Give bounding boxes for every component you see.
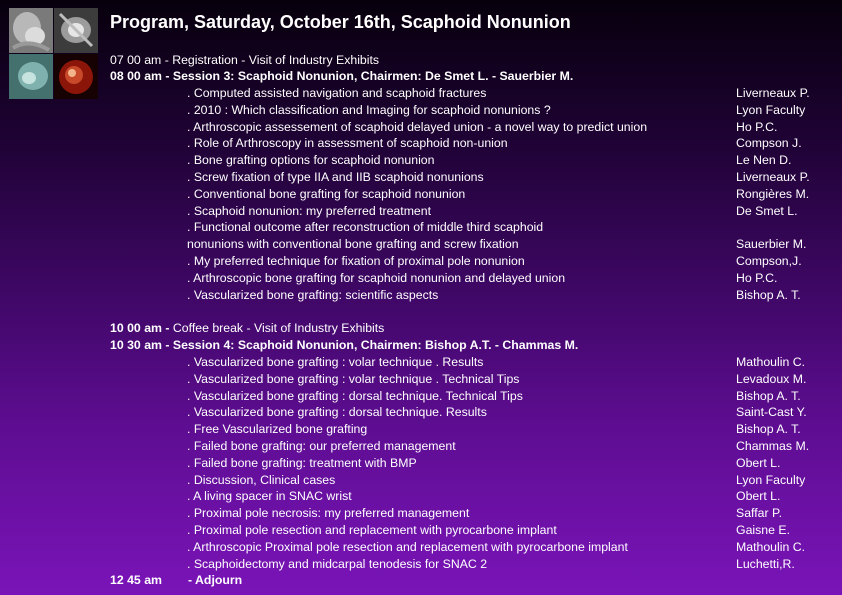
agenda-item-speaker: Ho P.C.: [736, 270, 778, 285]
agenda-item-speaker: Saffar P.: [736, 506, 783, 521]
agenda-item-title: . Discussion, Clinical cases: [187, 472, 336, 487]
agenda-item-speaker: Obert L.: [736, 455, 781, 470]
xray-image-1: [9, 8, 53, 53]
agenda-item-title: . Scaphoidectomy and midcarpal tenodesis for SNAC 2: [187, 556, 488, 571]
agenda-item-speaker: Gaisne E.: [736, 523, 790, 537]
agenda-item-speaker: Lyon Faculty: [736, 102, 806, 117]
agenda-item-title: . A living spacer in SNAC wrist: [187, 489, 352, 504]
agenda-item-speaker: Luchetti,R.: [736, 556, 795, 571]
agenda-item-title: . Vascularized bone grafting : dorsal technique. Technical Tips: [187, 388, 523, 403]
agenda-item-speaker: Levadoux M.: [736, 371, 807, 386]
arthroscopy-image: [54, 54, 98, 99]
agenda-item-title: . Vascularized bone grafting : dorsal technique. Results: [187, 405, 487, 420]
session-3-heading: [110, 68, 573, 84]
agenda-item-title: . Vascularized bone grafting : volar technique . Technical Tips: [187, 371, 520, 386]
agenda-item-speaker: Rongières M.: [736, 186, 810, 201]
page-title: Program, Saturday, October 16th, Scaphoid Nonunion: [110, 12, 571, 32]
agenda-item-title: . Scaphoid nonunion: my preferred treatment: [187, 203, 432, 218]
agenda-item-title: . Conventional bone grafting for scaphoid nonunion: [187, 186, 466, 201]
adjourn-text: - Adjourn: [188, 573, 243, 587]
agenda-item-speaker: Ho P.C.: [736, 119, 778, 134]
agenda-item-speaker: Chammas M.: [736, 439, 810, 453]
coffee-break-time: 10 00 am -: [110, 321, 170, 335]
registration-line: [110, 52, 379, 68]
coffee-break-text: Coffee break - Visit of Industry Exhibits: [169, 321, 385, 335]
session-3-heading-text: 08 00 am - Session 3: Scaphoid Nonunion, Chairmen: De Smet L. - Sauerbier M.: [110, 69, 574, 83]
agenda-item-title: . Vascularized bone grafting : volar technique . Results: [187, 355, 484, 369]
agenda-item-speaker: Sauerbier M.: [736, 237, 807, 252]
agenda-item-speaker: De Smet L.: [736, 203, 798, 218]
agenda-item-title: . 2010 : Which classification and Imaging for scaphoid nonunions ?: [187, 102, 551, 117]
agenda-item-speaker: Bishop A. T.: [736, 287, 801, 302]
agenda-item-title: . Vascularized bone grafting: scientific aspects: [187, 287, 439, 302]
agenda-item-speaker: Mathoulin C.: [736, 539, 806, 554]
agenda-item-title: . Free Vascularized bone grafting: [187, 422, 368, 437]
xray-image-3: [9, 54, 53, 99]
agenda-item-title: . Screw fixation of type IIA and IIB scaphoid nonunions: [187, 170, 484, 184]
coffee-break-line: [110, 320, 384, 336]
agenda-item-speaker: Liverneaux P.: [736, 86, 810, 100]
agenda-item-speaker: Bishop A. T.: [736, 422, 801, 437]
agenda-item-title: . Arthroscopic bone grafting for scaphoid nonunion and delayed union: [187, 270, 566, 285]
xray-image-2: [54, 8, 98, 53]
session-4-heading: [110, 337, 578, 353]
agenda-item-speaker: Bishop A. T.: [736, 388, 801, 403]
registration-time: 07 00 am: [110, 53, 162, 67]
registration-text: - Registration - Visit of Industry Exhibits: [161, 53, 380, 67]
agenda-item-title: . Failed bone grafting: treatment with BMP: [187, 455, 417, 470]
header-image-collage: [9, 8, 98, 100]
agenda-item-title: . My preferred technique for fixation of proximal pole nonunion: [187, 254, 525, 268]
agenda-item-speaker: Obert L.: [736, 489, 781, 504]
agenda-item-speaker: Le Nen D.: [736, 153, 792, 168]
agenda-item-title: . Arthroscopic Proximal pole resection and replacement with pyrocarbone implant: [187, 539, 628, 554]
agenda-item-title: . Proximal pole resection and replacement with pyrocarbone implant: [187, 523, 557, 537]
agenda-item-title: nonunions with conventional bone grafting and screw fixation: [187, 237, 519, 252]
agenda-item-title: . Arthroscopic assessement of scaphoid delayed union - a novel way to predict union: [187, 119, 648, 134]
agenda-item-title: . Functional outcome after reconstruction of middle third scaphoid: [187, 220, 544, 235]
agenda-item-title: . Failed bone grafting: our preferred management: [187, 439, 456, 453]
adjourn-time: 12 45 am: [110, 573, 162, 587]
agenda-item-speaker: Liverneaux P.: [736, 170, 810, 184]
agenda-item-speaker: Lyon Faculty: [736, 472, 806, 487]
agenda-item-speaker: Compson,J.: [736, 254, 802, 268]
agenda-item-speaker: Mathoulin C.: [736, 355, 806, 369]
agenda-item-speaker: Saint-Cast Y.: [736, 405, 807, 420]
agenda-item-title: . Bone grafting options for scaphoid nonunion: [187, 153, 435, 168]
agenda-item-title: . Role of Arthroscopy in assessment of scaphoid non-union: [187, 136, 508, 151]
agenda-item-speaker: Compson J.: [736, 136, 802, 151]
agenda-item-title: . Proximal pole necrosis: my preferred management: [187, 506, 470, 521]
session-4-heading-text: 10 30 am - Session 4: Scaphoid Nonunion, Chairmen: Bishop A.T. - Chammas M.: [110, 338, 579, 352]
agenda-item-title: . Computed assisted navigation and scaphoid fractures: [187, 86, 487, 100]
